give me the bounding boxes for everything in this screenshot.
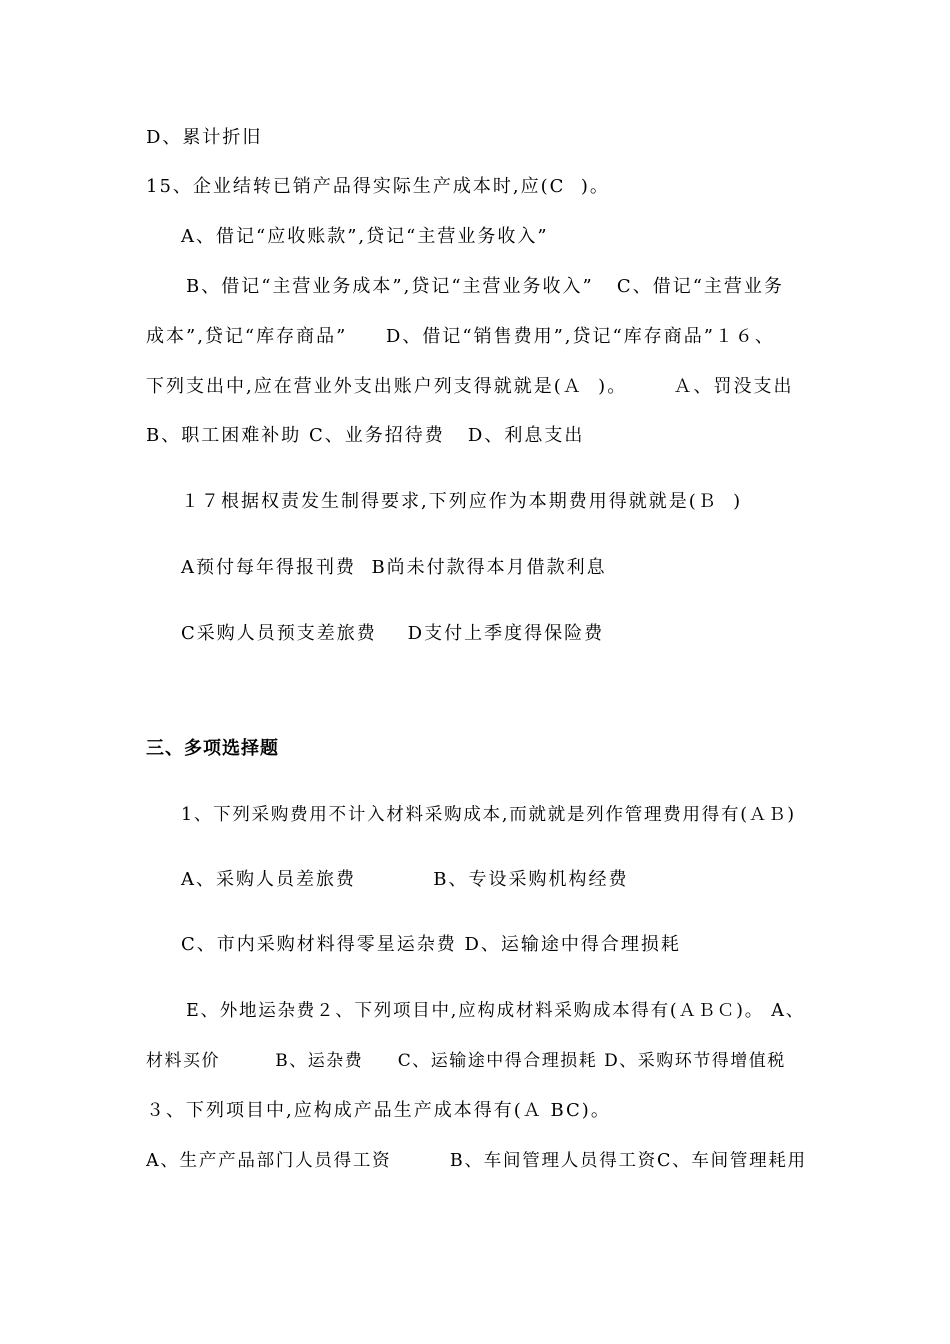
question-15: 15、企业结转已销产品得实际生产成本时,应(C )。 [146,176,610,197]
mc-question-1: 1、下列采购费用不计入材料采购成本,而就就是列作管理费用得有(ＡＢ) [181,805,796,825]
section-heading: 三、多项选择题 [146,738,279,759]
option-line: A、借记“应收账款”,贷记“主营业务收入” [181,226,549,247]
text-line: D、累计折旧 [146,127,263,148]
option-line: B、借记“主营业务成本”,贷记“主营业务收入” C、借记“主营业务 [186,276,784,297]
question-17: １７根据权责发生制得要求,下列应作为本期费用得就就是(Ｂ ) [181,491,743,512]
question-16: 下列支出中,应在营业外支出账户列支得就就是(Ａ )。 Ａ、罚没支出 [146,376,794,397]
option-line: A预付每年得报刊费 B尚未付款得本月借款利息 [181,557,607,578]
option-line: 材料买价 B、运杂费 C、运输途中得合理损耗 D、采购环节得增值税 [146,1051,786,1071]
option-line: C、市内采购材料得零星运杂费 D、运输途中得合理损耗 [181,934,681,955]
mc-question-2: E、外地运杂费２、下列项目中,应构成材料采购成本得有(ＡＢＣ)。 A、 [186,1001,805,1021]
text-line: 成本”,贷记“库存商品” D、借记“销售费用”,贷记“库存商品”１６、 [146,326,775,347]
option-line: C采购人员预支差旅费 D支付上季度得保险费 [181,623,605,644]
mc-question-3: ３、下列项目中,应构成产品生产成本得有(Ａ BC)。 [146,1100,611,1121]
option-line: A、采购人员差旅费 B、专设采购机构经费 [181,869,629,890]
option-line: A、生产产品部门人员得工资 B、车间管理人员得工资C、车间管理耗用 [146,1151,807,1171]
option-line: B、职工困难补助 C、业务招待费 D、利息支出 [146,425,585,446]
